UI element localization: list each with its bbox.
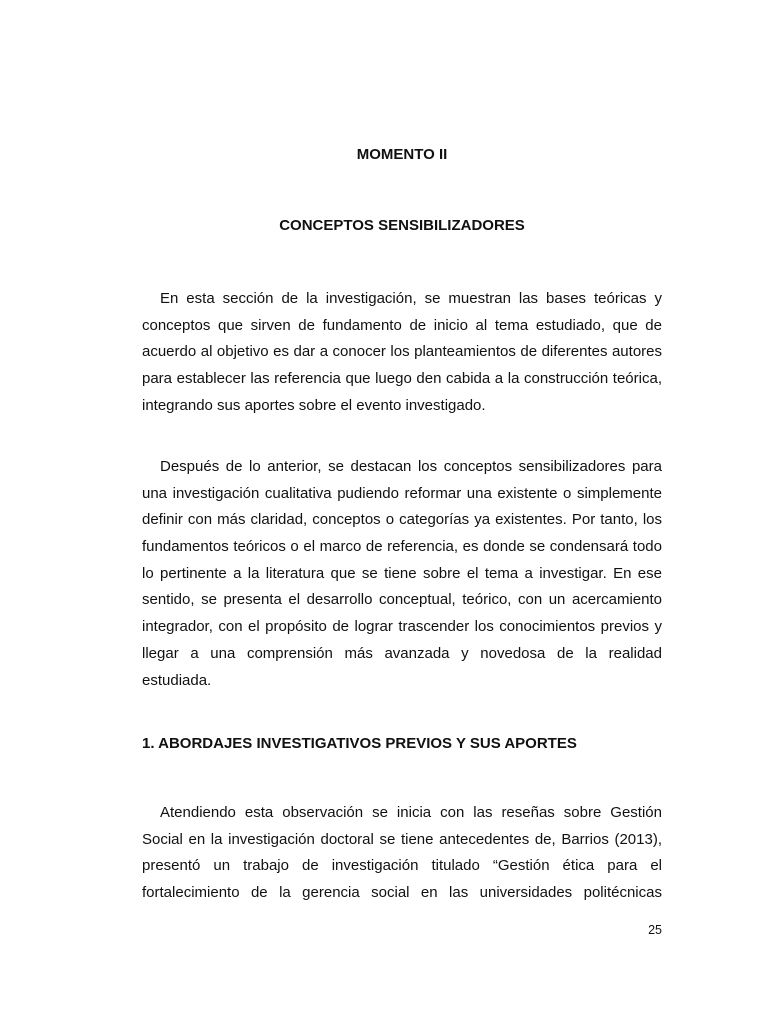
paragraph-line: integrando sus aportes sobre el evento investigado. — [142, 396, 486, 414]
paragraph-line: definir con más claridad, conceptos o categorías ya existentes. Por tanto, los — [142, 511, 662, 529]
paragraph-line: acuerdo al objetivo es dar a conocer los planteamientos de diferentes autores — [142, 343, 662, 361]
paragraph-line: En esta sección de la investigación, se muestran las bases teóricas y — [160, 290, 662, 307]
paragraph-line: fortalecimiento de la gerencia social en las universidades politécnicas — [142, 884, 662, 902]
paragraph-line: para establecer las referencia que luego den cabida a la construcción teórica, — [142, 370, 662, 388]
paragraph-line: sentido, se presenta el desarrollo conceptual, teórico, con un acercamiento — [142, 591, 662, 609]
paragraph-line: conceptos que sirven de fundamento de inicio al tema estudiado, que de — [142, 316, 662, 334]
paragraph-line: llegar a una comprensión más avanzada y novedosa de la realidad — [142, 644, 662, 662]
paragraph — [142, 286, 662, 419]
paragraph-line: Atendiendo esta observación se inicia con las reseñas sobre Gestión — [160, 804, 662, 821]
paragraph — [142, 454, 662, 694]
paragraph-line: Social en la investigación doctoral se tiene antecedentes de, Barrios (2013), — [142, 830, 662, 848]
paragraph-line: presentó un trabajo de investigación titulado “Gestión ética para el — [142, 857, 662, 875]
page-number: 25 — [648, 923, 662, 937]
paragraph — [142, 800, 662, 907]
paragraph-line: lo pertinente a la literatura que se tiene sobre el tema a investigar. En ese — [142, 564, 662, 582]
chapter-title: MOMENTO II — [356, 146, 448, 163]
chapter-subtitle: CONCEPTOS SENSIBILIZADORES — [279, 217, 525, 234]
paragraph-line: una investigación cualitativa pudiendo reformar una existente o simplemente — [142, 484, 662, 502]
section-heading: 1. ABORDAJES INVESTIGATIVOS PREVIOS Y SUS APORTES — [142, 735, 577, 752]
paragraph-line: fundamentos teóricos o el marco de referencia, es donde se condensará todo — [142, 538, 662, 556]
paragraph-line: integrador, con el propósito de lograr trascender los conocimientos previos y — [142, 618, 662, 636]
paragraph-line: Después de lo anterior, se destacan los conceptos sensibilizadores para — [160, 458, 662, 475]
paragraph-line: estudiada. — [142, 671, 212, 689]
